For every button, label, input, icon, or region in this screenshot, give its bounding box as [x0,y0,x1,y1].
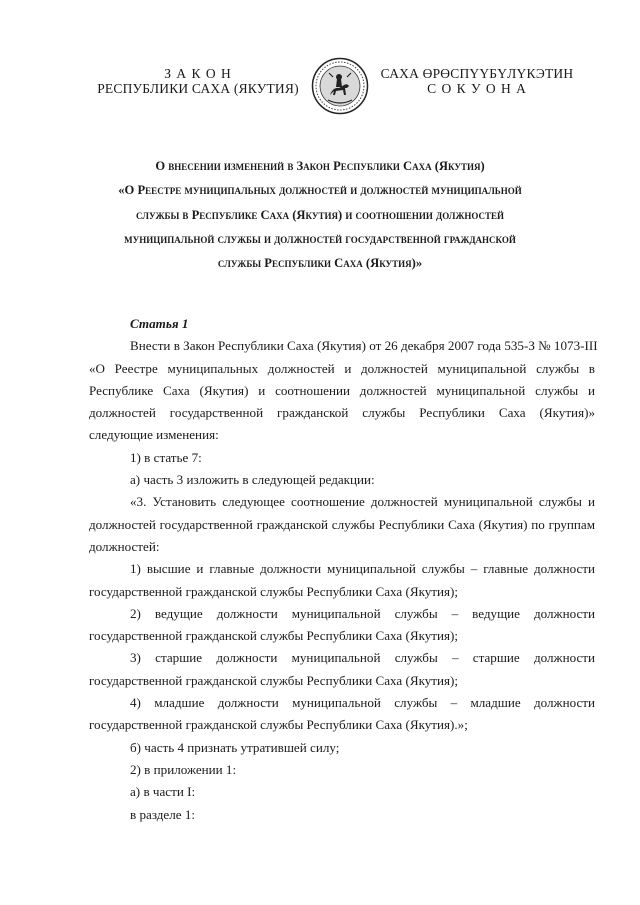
header-left-line1: З А К О Н [164,66,232,81]
body-line: 2) в приложении 1: [130,761,237,777]
body-line: государственной гражданской службы Республики Саха (Якутия).»; [89,717,468,733]
title-line: службы Республики Саха (Якутия)» [217,256,423,271]
document-body [89,313,598,826]
document-title [80,154,560,275]
body-line: а) в части I: [130,784,196,800]
body-line: в разделе 1: [130,806,196,822]
body-line: должностей государственной гражданской службы Республики Саха (Якутия)» [89,405,595,421]
body-line: 3) старшие должности муниципальной службы – старшие должности [130,650,595,666]
body-line: государственной гражданской службы Республики Саха (Якутия); [89,672,459,688]
body-line: должностей: [89,538,160,554]
article-heading: Статья 1 [130,316,189,331]
body-line: а) часть 3 изложить в следующей редакции: [130,472,375,488]
title-line: муниципальной службы и должностей государственной гражданской [124,231,516,246]
body-line: «3. Установить следующее соотношение должностей муниципальной службы и [130,494,595,510]
header-right-line2: С О К У О Н А [427,81,527,96]
body-line: 1) высшие и главные должности муниципальной службы – главные должности [130,561,595,577]
header-left-line2: РЕСПУБЛИКИ САХА (ЯКУТИЯ) [97,81,299,96]
body-line: Республике Саха (Якутия) и соотношении должностей муниципальной службы и [89,382,595,398]
body-line: 2) ведущие должности муниципальной службы – ведущие должности [130,605,595,621]
body-line: «О Реестре муниципальных должностей и должностей муниципальной службы в [89,360,595,376]
title-line: «О Реестре муниципальных должностей и должностей муниципальной [118,183,522,198]
body-line: следующие изменения: [89,427,219,443]
body-line: 4) младшие должности муниципальной службы – младшие должности [130,695,595,711]
body-line: должностей государственной гражданской службы Республики Саха (Якутия) по группам [89,516,595,532]
body-line: Внести в Закон Республики Саха (Якутия) от 26 декабря 2007 года 535-З № 1073-III [130,338,598,354]
title-line: О внесении изменений в Закон Республики Саха (Якутия) [155,159,485,173]
header-right-line1: САХА ӨРӨСПҮҮБҮЛҮКЭТИН [380,66,574,81]
title-line: службы в Республике Саха (Якутия) и соотношении должностей [136,207,504,222]
header-right [362,66,592,96]
body-line: 1) в статье 7: [130,449,202,465]
header-left [80,66,316,96]
body-line: государственной гражданской службы Республики Саха (Якутия); [89,583,459,599]
body-line: государственной гражданской службы Республики Саха (Якутия); [89,628,459,644]
coat-of-arms-emblem [311,57,369,115]
body-line: б) часть 4 признать утратившей силу; [130,739,340,755]
